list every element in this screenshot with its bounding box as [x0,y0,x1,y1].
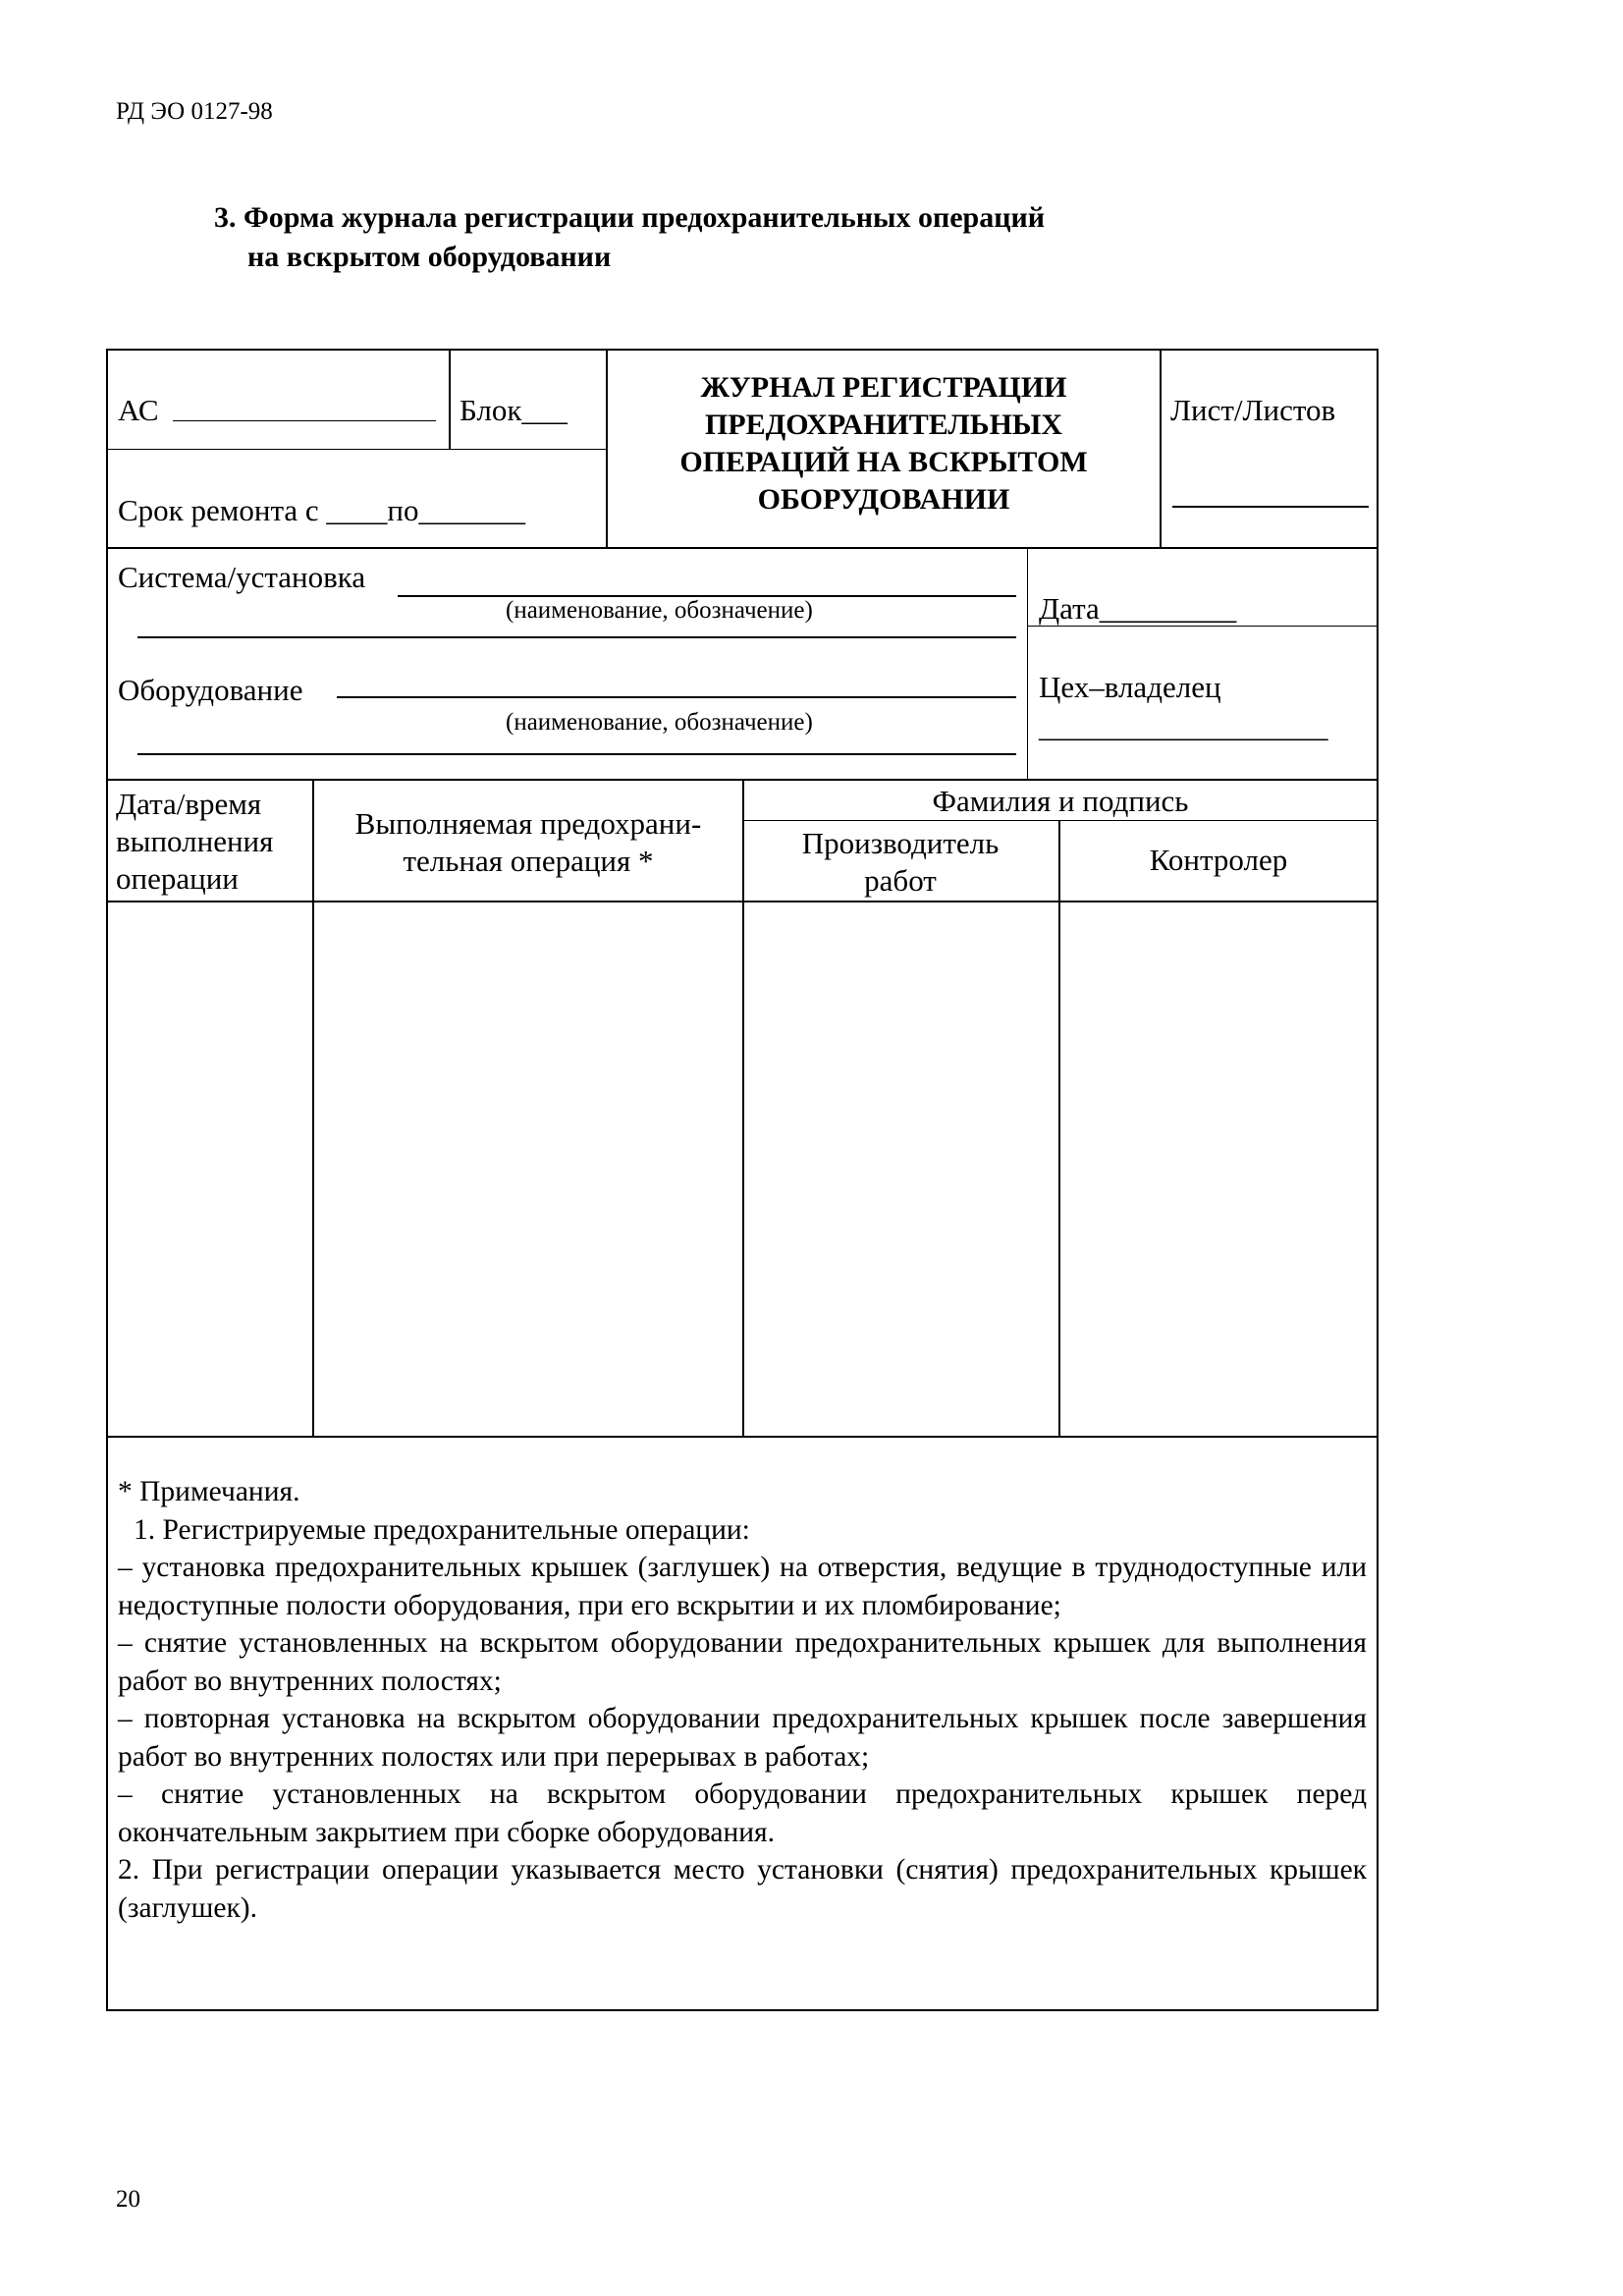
table-cell-performer[interactable] [744,902,1058,1436]
system-field-line-2[interactable] [137,636,1016,638]
notes-item-1: 1. Регистрируемые предохранительные операции: [134,1513,750,1546]
page-number: 20 [116,2186,140,2213]
column-header-datetime-line3: операции [116,861,239,896]
divider-as-block [449,349,451,449]
system-label: Система/установка [118,560,366,594]
column-header-performer-line2: работ [864,863,937,898]
divider-table-bottom [106,1436,1379,1438]
journal-title-line2: ПРЕДОХРАНИТЕЛЬНЫХ [704,409,1063,441]
table-cell-controller[interactable] [1060,902,1377,1436]
notes-item-2: 2. При регистрации операции указывается место установки (снятия) предохранительных крышек (заглушек). [118,1854,1367,1924]
section-title-line1: 3. Форма журнала регистрации предохранительных операций [214,201,1046,234]
as-field-line[interactable] [173,420,436,421]
journal-title [609,369,1159,519]
equipment-label: Оборудование [118,673,303,707]
journal-title-line4: ОБОРУДОВАНИИ [757,483,1010,516]
notes-block [118,1473,1367,1927]
column-header-operation-line2: тельная операция * [403,844,654,878]
notes-bullet-4: – снятие установленных на вскрытом оборудовании предохранительных крышек перед окончательным закрытием при сборке оборудования. [118,1778,1367,1848]
column-header-performer-line1: Производитель [801,826,1000,860]
block-label: Блок___ [460,393,568,427]
journal-title-line3: ОПЕРАЦИЙ НА ВСКРЫТОМ [679,446,1088,478]
table-cell-datetime[interactable] [108,902,312,1436]
equipment-hint: (наименование, обозначение) [506,709,813,736]
frame-top [106,349,1379,351]
section-title [214,198,1045,277]
frame-right [1377,349,1379,2011]
divider-title-sheet [1160,349,1162,549]
repair-period-label: Срок ремонта с ____по_______ [118,493,525,527]
column-header-operation [314,805,742,880]
workshop-field[interactable]: ___________________ [1039,709,1328,743]
divider-as-row [106,449,607,450]
column-header-operation-line1: Выполняемая предохрани- [354,806,702,841]
section-title-line2: на вскрытом оборудовании [247,241,612,273]
sheet-label: Лист/Листов [1170,393,1336,427]
notes-bullet-3: – повторная установка на вскрытом оборудовании предохранительных крышек после завершения работ во внутренних полостях или при перерывах в работах; [118,1703,1367,1773]
notes-heading: * Примечания. [118,1476,300,1507]
divider-system-date [1027,547,1028,779]
as-label: АС [118,393,159,427]
date-label: Дата_________ [1039,591,1237,626]
workshop-label: Цех–владелец [1039,670,1221,704]
column-header-datetime-line1: Дата/время [116,787,262,821]
column-group-header: Фамилия и подпись [932,784,1189,818]
column-header-datetime [116,786,273,898]
system-hint: (наименование, обозначение) [506,597,813,624]
divider-header-block [106,547,1379,549]
column-header-controller: Контролер [1149,843,1288,877]
equipment-field-line-2[interactable] [137,753,1016,755]
divider-group-header [742,820,1379,821]
document-code: РД ЭО 0127-98 [116,98,273,125]
notes-bullet-1: – установка предохранительных крышек (заглушек) на отверстия, ведущие в труднодоступные или недоступные полости оборудования, при его вскрытии и их пломбирование; [118,1552,1367,1621]
equipment-field-line[interactable] [337,696,1016,698]
notes-bullet-2: – снятие установленных на вскрытом оборудовании предохранительных крышек для выполнения работ во внутренних полостях; [118,1627,1367,1697]
column-header-datetime-line2: выполнения [116,824,274,858]
frame-bottom [106,2009,1379,2011]
column-header-performer [742,825,1058,900]
sheet-field-line[interactable] [1172,506,1369,508]
journal-title-line1: ЖУРНАЛ РЕГИСТРАЦИИ [700,371,1067,404]
table-cell-operation[interactable] [314,902,742,1436]
